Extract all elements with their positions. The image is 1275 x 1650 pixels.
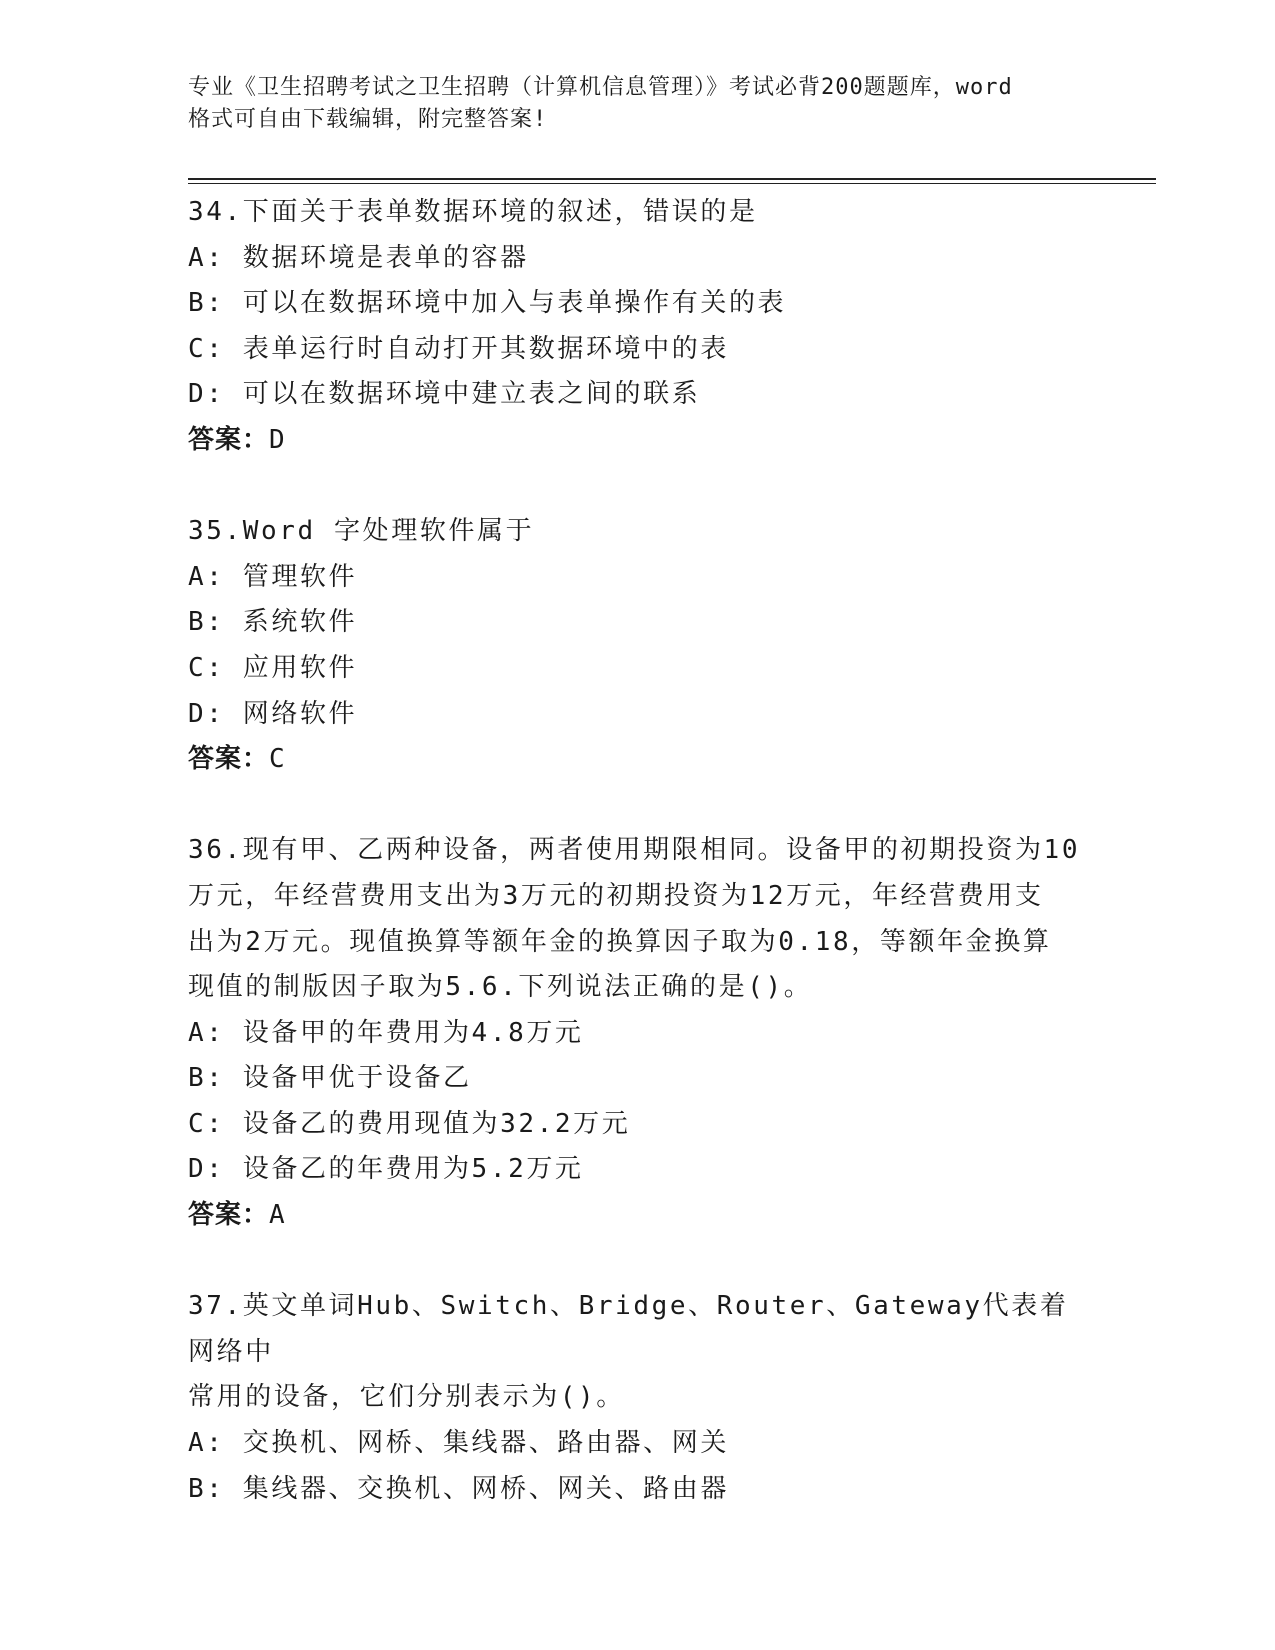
question-stem-line-4: 现值的制版因子取为5.6.下列说法正确的是()。	[188, 972, 813, 1003]
option-b: B: 设备甲优于设备乙	[188, 1063, 472, 1094]
question-list	[188, 190, 1088, 1512]
header-divider	[188, 178, 1156, 184]
question-34	[188, 190, 1088, 464]
question-stem-line-1: 37.英文单词Hub、Switch、Bridge、Router、Gateway代表着网络中	[188, 1291, 1069, 1367]
option-c: C: 应用软件	[188, 652, 358, 683]
option-b: B: 集线器、交换机、网桥、网关、路由器	[188, 1473, 729, 1504]
question-stem-line-3: 出为2万元。现值换算等额年金的换算因子取为0.18，等额年金换算	[188, 926, 1052, 957]
question-35	[188, 509, 1088, 783]
answer-value: D	[269, 424, 288, 455]
answer-value: C	[269, 744, 288, 775]
answer-value: A	[269, 1200, 288, 1231]
header-line-1: 专业《卫生招聘考试之卫生招聘（计算机信息管理）》考试必背200题题库，word	[188, 75, 1013, 100]
answer-label: 答案：	[188, 424, 270, 455]
answer-row	[188, 1193, 1088, 1239]
option-d: D: 设备乙的年费用为5.2万元	[188, 1154, 584, 1185]
question-stem-line-2: 万元，年经营费用支出为3万元的初期投资为12万元，年经营费用支	[188, 880, 1044, 911]
option-b: B: 可以在数据环境中加入与表单操作有关的表	[188, 288, 787, 319]
answer-row	[188, 418, 1088, 464]
document-header	[188, 72, 1088, 136]
question-spacer	[188, 1239, 1088, 1285]
option-b: B: 系统软件	[188, 607, 358, 638]
question-stem: 35.Word 字处理软件属于	[188, 516, 535, 547]
question-spacer	[188, 464, 1088, 510]
option-a: A: 数据环境是表单的容器	[188, 242, 529, 273]
option-c: C: 设备乙的费用现值为32.2万元	[188, 1108, 631, 1139]
question-36	[188, 828, 1088, 1238]
option-c: C: 表单运行时自动打开其数据环境中的表	[188, 333, 729, 364]
answer-label: 答案：	[188, 1200, 270, 1231]
question-37	[188, 1284, 1088, 1512]
option-a: A: 交换机、网桥、集线器、路由器、网关	[188, 1428, 729, 1459]
question-stem-line-2: 常用的设备，它们分别表示为()。	[188, 1382, 625, 1413]
option-a: A: 管理软件	[188, 561, 358, 592]
option-a: A: 设备甲的年费用为4.8万元	[188, 1017, 584, 1048]
question-spacer	[188, 783, 1088, 829]
answer-row	[188, 737, 1088, 783]
answer-label: 答案：	[188, 744, 270, 775]
option-d: D: 网络软件	[188, 698, 358, 729]
header-line-2: 格式可自由下载编辑，附完整答案!	[188, 107, 548, 132]
question-stem-line-1: 36.现有甲、乙两种设备，两者使用期限相同。设备甲的初期投资为10	[188, 835, 1081, 866]
option-d: D: 可以在数据环境中建立表之间的联系	[188, 379, 701, 410]
question-stem: 34.下面关于表单数据环境的叙述，错误的是	[188, 197, 758, 227]
